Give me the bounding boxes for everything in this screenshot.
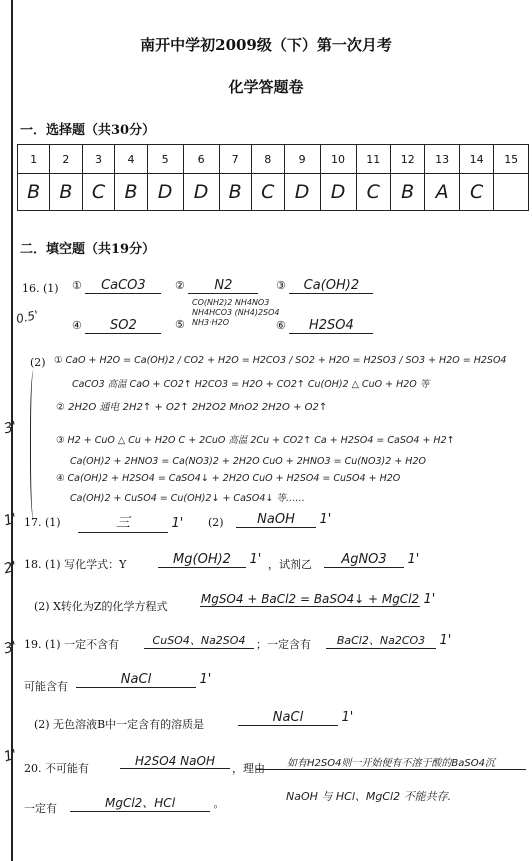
q16-answer-5-line-2: NH4HCO3 (NH4)2SO4 [192,308,280,317]
section-2-heading: 二．填空题（共19分） [20,242,156,257]
q20-label: 20. 不可能有 [24,762,89,775]
question-number: 4 [115,145,147,174]
margin-score: 2' [2,558,19,578]
q16-answer-5-line-1: CO(NH2)2 NH4NO3 [192,298,270,307]
question-number: 11 [356,145,390,174]
q20-end-mark: 。 [213,797,225,810]
q17-part-2-label: (2) [208,516,224,529]
margin-score: 3' [2,638,19,658]
q20-must [70,794,225,812]
q19-not-contain [144,632,254,649]
q16-answer-1-value: CaCO3 [85,278,161,294]
q19-contain-label: ；一定含有 [256,638,311,651]
q19-score-2: 1' [199,672,212,687]
q16-answer-3-value: Ca(OH)2 [289,278,373,294]
q20-reason-value: 如有H2SO4则一开始便有不溶于酸的BaSO4沉 [256,754,526,770]
margin-score: 3' [2,418,19,438]
q17-answer-1 [78,512,183,533]
q19-has-value: BaCl2、Na2CO3 [326,632,436,649]
answer-cell: D [284,174,320,211]
q17-answer-2 [236,512,331,528]
q18-answer-y [158,552,261,568]
q17-score-1: 1' [171,516,184,531]
q16-equation-3: ③ H2 + CuO △ Cu + H2O C + 2CuO 高温 2Cu + CO2↑ Ca + H2SO4 = CaSO4 + H2↑ [56,435,455,446]
q18-equation [200,592,435,607]
q16-label: 16. (1) [22,282,59,295]
margin-score: 1' [2,746,19,766]
question-number: 3 [82,145,115,174]
q18-part-2-label: (2) X转化为Z的化学方程式 [34,600,168,613]
q16-answer-3 [276,278,373,294]
q16-mark-5: ⑤ [175,318,185,331]
q19-score-3: 1' [341,710,354,725]
q20-reason [256,754,526,773]
q16-equation-1: ① CaO + H2O = Ca(OH)2 / CO2 + H2O = H2CO3 / SO2 + H2O = H2SO3 / SO3 + H2O = H2SO4 [54,355,507,366]
q16-equation-1b: CaCO3 高温 CaO + CO2↑ H2CO3 = H2O + CO2↑ Cu(OH)2 △ CuO + H2O 等 [72,379,430,390]
answer-cell: A [425,174,459,211]
q16-answer-5-line-3: NH3·H2O [192,318,230,327]
q16-answer-4 [72,318,161,334]
q20-reason-label: ，理由 [232,762,265,775]
q16-mark-3: ③ [276,279,286,292]
q20-must-value: MgCl2、HCl [70,794,210,812]
q16-equation-4b: ④ Ca(OH)2 + H2SO4 = CaSO4↓ + 2H2O CuO + H2SO4 = CuSO4 + H2O [56,473,401,484]
q18-label: 18. (1) 写化学式：Y [24,558,127,571]
question-number: 9 [284,145,320,174]
answer-cell: C [251,174,284,211]
question-number: 10 [320,145,356,174]
q18-yi-value: AgNO3 [324,552,404,568]
q18-answer-yi [324,552,419,568]
q20-no [120,754,230,769]
answer-cell: D [147,174,183,211]
q18-reagent-label: ，试剂乙 [268,558,312,571]
question-number: 15 [494,145,529,174]
q18-score-1: 1' [249,552,262,567]
answer-cell: B [50,174,82,211]
question-number: 8 [251,145,284,174]
answer-cell: C [356,174,390,211]
question-number: 12 [390,145,424,174]
q19-part-2-value: NaCl [238,710,338,726]
margin-score: 1' [2,510,19,530]
q19-maybe-value: NaCl [76,672,196,688]
q16-mark-4: ④ [72,319,82,332]
q19-part-2-label: (2) 无色溶液B中一定含有的溶质是 [34,718,205,731]
q20-no-value: H2SO4 NaOH [120,754,230,769]
answer-cell: B [390,174,424,211]
q16-answer-2 [175,278,258,294]
exam-title: 南开中学初2009级（下）第一次月考 [140,36,392,54]
q19-not-value: CuSO4、Na2SO4 [144,632,254,649]
q20-note: NaOH 与 HCl、MgCl2 不能共存. [286,790,452,803]
q16-equation-4c: Ca(OH)2 + CuSO4 = Cu(OH)2↓ + CaSO4↓ 等…… [70,493,305,504]
answer-cell: B [18,174,50,211]
q16-answer-4-value: SO2 [85,318,161,334]
exam-subtitle: 化学答题卷 [228,78,304,96]
q18-equation-value: MgSO4 + BaCl2 = BaSO4↓ + MgCl2 [200,592,420,606]
q16-mark-1: ① [72,279,82,292]
q16-equation-4a: Ca(OH)2 + 2HNO3 = Ca(NO3)2 + 2H2O CuO + 2HNO3 = Cu(NO3)2 + H2O [70,456,426,467]
q16-mark-2: ② [175,279,185,292]
q18-y-value: Mg(OH)2 [158,552,246,568]
answer-cell: D [320,174,356,211]
section-1-heading: 一．选择题（共30分） [20,123,156,138]
question-number: 14 [459,145,493,174]
q17-answer-1-value: 三 [78,512,168,533]
q16-answer-2-value: N2 [188,278,258,294]
q16-answer-6 [276,318,373,334]
question-number: 2 [50,145,82,174]
q17-answer-2-value: NaOH [236,512,316,528]
q20-must-label: 一定有 [24,802,57,815]
q16-part-2-label: (2) [30,356,46,369]
q19-contain [326,632,451,649]
question-number-row [18,145,529,174]
answer-cell: B [115,174,147,211]
question-number: 5 [147,145,183,174]
q16-answer-5 [192,298,280,328]
answer-cell: C [82,174,115,211]
q19-maybe [76,672,211,688]
answer-row [18,174,529,211]
question-number: 1 [18,145,50,174]
q18-score-2: 1' [407,552,420,567]
answer-cell-empty [494,174,529,211]
q19-maybe-label: 可能含有 [24,680,68,693]
q19-score-1: 1' [439,633,452,648]
q19-label: 19. (1) 一定不含有 [24,638,120,651]
q16-equation-2: ② 2H2O 通电 2H2↑ + O2↑ 2H2O2 MnO2 2H2O + O2↑ [56,402,328,413]
answer-cell: C [459,174,493,211]
answer-cell: B [219,174,251,211]
q16-brace [30,370,39,520]
q16-mark-6: ⑥ [276,319,286,332]
question-number: 6 [183,145,219,174]
q17-score-2: 1' [319,512,332,527]
choice-answer-table [17,144,529,211]
q16-side-score: 0.5' [14,307,40,327]
q17-label: 17. (1) [24,516,61,529]
answer-cell: D [183,174,219,211]
q19-part-2-answer [238,710,353,726]
q16-answer-1 [72,278,161,294]
q18-score-3: 1' [423,592,436,607]
question-number: 13 [425,145,459,174]
question-number: 7 [219,145,251,174]
q16-answer-6-value: H2SO4 [289,318,373,334]
